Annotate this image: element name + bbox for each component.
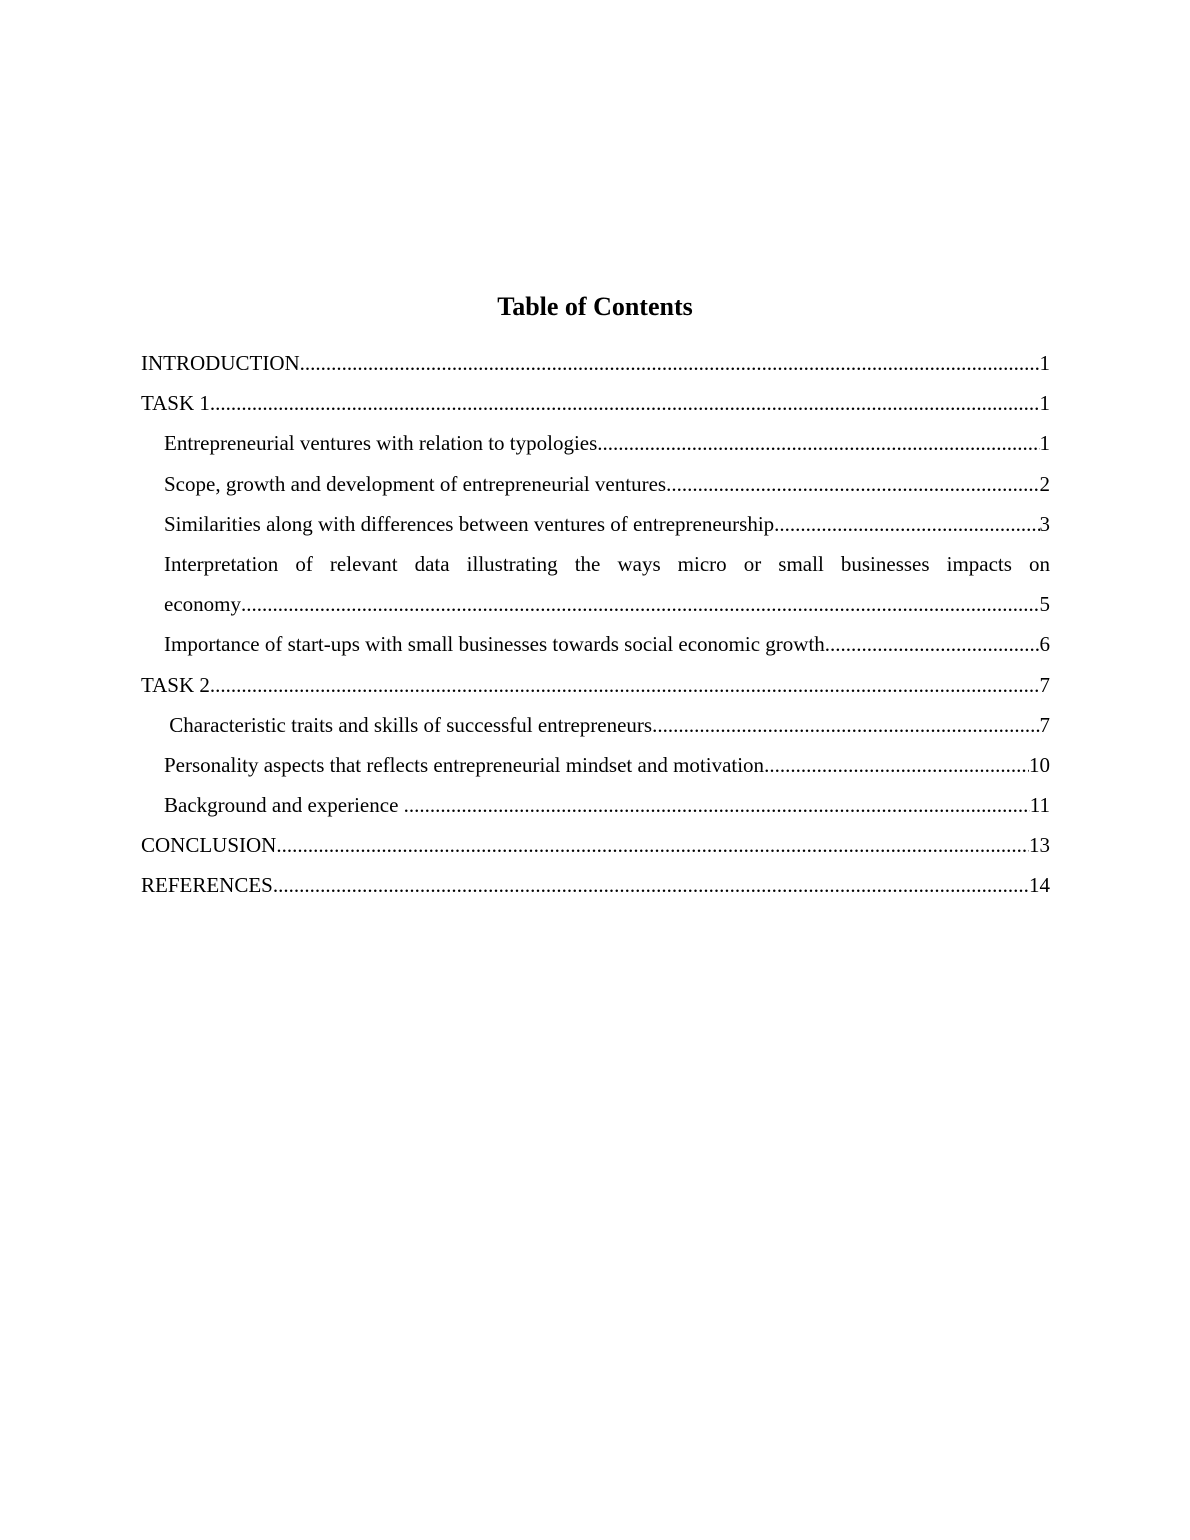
toc-page-number: 3 xyxy=(1039,511,1050,536)
toc-entry-label: Personality aspects that reflects entrepreneurial mindset and motivation xyxy=(164,752,765,777)
toc-entry-label: Similarities along with differences between ventures of entrepreneurship xyxy=(164,511,775,536)
toc-page-number: 11 xyxy=(1029,793,1050,818)
toc-page-number: 1 xyxy=(1039,391,1050,416)
toc-entry-entrepreneurial-ventures[interactable] xyxy=(141,423,1050,463)
toc-entry-label: Scope, growth and development of entrepreneurial ventures xyxy=(164,471,667,496)
toc-entry-references[interactable] xyxy=(141,865,1050,905)
toc-leader-dots xyxy=(273,865,1029,905)
toc-page-number: 10 xyxy=(1029,752,1050,777)
toc-entry-label: TASK 1 xyxy=(141,391,210,416)
toc-entry-label: TASK 2 xyxy=(141,672,210,697)
toc-entry-introduction[interactable] xyxy=(141,343,1050,383)
toc-leader-dots xyxy=(597,423,1039,463)
toc-page-number: 7 xyxy=(1039,712,1050,737)
toc-entry-characteristic-traits[interactable] xyxy=(141,705,1050,745)
toc-leader-dots xyxy=(210,383,1040,423)
toc-entry-label: Importance of start-ups with small businesses towards social economic growth xyxy=(164,632,825,657)
toc-entry-label: Entrepreneurial ventures with relation to typologies xyxy=(164,431,598,456)
toc-page-number: 13 xyxy=(1029,833,1050,858)
toc-leader-dots xyxy=(652,705,1039,745)
toc-page-number: 7 xyxy=(1039,672,1050,697)
toc-entry-label: REFERENCES xyxy=(141,873,273,898)
toc-entry-label: economy xyxy=(164,592,241,617)
toc-entry-conclusion[interactable] xyxy=(141,825,1050,865)
toc-leader-dots xyxy=(241,584,1040,624)
toc-page-number: 14 xyxy=(1029,873,1050,898)
toc-entry-label: Characteristic traits and skills of successful entrepreneurs xyxy=(164,712,653,737)
toc-page-number: 1 xyxy=(1039,431,1050,456)
toc-leader-dots xyxy=(276,825,1029,865)
toc-leader-dots xyxy=(825,624,1040,664)
toc-leader-dots xyxy=(404,785,1030,825)
toc-entry-scope-growth[interactable] xyxy=(141,464,1050,504)
toc-leader-dots xyxy=(300,343,1040,383)
toc-leader-dots xyxy=(210,665,1040,705)
toc-entry-similarities[interactable] xyxy=(141,504,1050,544)
toc-entry-label: CONCLUSION xyxy=(141,833,277,858)
toc-entry-personality-aspects[interactable] xyxy=(141,745,1050,785)
toc-page-number: 1 xyxy=(1039,351,1050,375)
toc-entry-label: Interpretation of relevant data illustrating the ways micro or small businesses impacts on xyxy=(164,551,1050,576)
toc-leader-dots xyxy=(764,745,1029,785)
toc-entry-interpretation-line-1[interactable] xyxy=(141,544,1050,584)
toc-entry-label: INTRODUCTION xyxy=(141,351,300,375)
toc-page-number: 2 xyxy=(1039,471,1050,496)
toc-leader-dots xyxy=(666,464,1039,504)
table-of-contents xyxy=(141,343,1050,906)
toc-entry-importance-startups[interactable] xyxy=(141,624,1050,664)
page-title: Table of Contents xyxy=(497,292,693,321)
toc-entry-task-2[interactable] xyxy=(141,665,1050,705)
toc-entry-background-experience[interactable] xyxy=(141,785,1050,825)
toc-leader-dots xyxy=(774,504,1039,544)
toc-page-number: 5 xyxy=(1039,592,1050,617)
toc-entry-task-1[interactable] xyxy=(141,383,1050,423)
toc-entry-interpretation-line-2[interactable] xyxy=(141,584,1050,624)
toc-entry-label: Background and experience xyxy=(164,793,404,818)
toc-page-number: 6 xyxy=(1039,632,1050,657)
